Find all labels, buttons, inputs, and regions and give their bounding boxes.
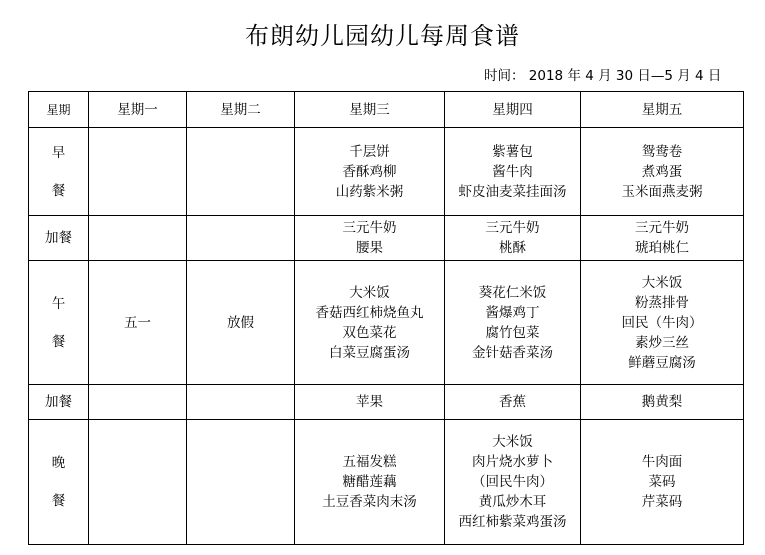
page-title: 布朗幼儿园幼儿每周食谱 [245, 22, 520, 50]
table-row-breakfast [29, 128, 744, 216]
menu-item: 苹果 [356, 394, 383, 410]
menu-item: 香蕉 [499, 394, 526, 410]
menu-item: 山药紫米粥 [335, 183, 404, 200]
cell-snack1-mon [89, 216, 187, 261]
cell-dinner-tue [187, 420, 295, 545]
cell-snack2-fri [581, 385, 744, 420]
menu-item: 西红柿紫菜鸡蛋汤 [458, 514, 567, 530]
header-corner: 星期 [29, 92, 89, 128]
menu-item: 鹅黄梨 [641, 394, 683, 410]
row-label-lunch [29, 261, 89, 385]
menu-item: 大米饭 [492, 434, 533, 450]
table-header-row [29, 92, 744, 128]
menu-item: 芹菜码 [641, 494, 683, 510]
menu-item: 金针菇香菜汤 [472, 344, 553, 361]
cell-lunch-thu [445, 261, 581, 385]
weekly-menu-table [28, 91, 744, 545]
holiday-note: 放假 [227, 314, 254, 331]
menu-item: 三元牛奶 [342, 220, 397, 236]
menu-item: 回民（牛肉） [621, 314, 703, 331]
menu-item: 葵花仁米饭 [478, 284, 547, 301]
cell-dinner-thu [445, 420, 581, 545]
cell-breakfast-tue [187, 128, 295, 216]
cell-snack2-thu [445, 385, 581, 420]
menu-item: 菜码 [648, 474, 676, 490]
cell-snack1-tue [187, 216, 295, 261]
menu-item: 桃酥 [499, 240, 526, 256]
cell-dinner-wed [295, 420, 445, 545]
cell-lunch-wed [295, 261, 445, 385]
menu-item: 香酥鸡柳 [342, 163, 397, 180]
table-row-snack-afternoon [29, 385, 744, 420]
header-day-thu: 星期四 [445, 92, 581, 128]
menu-item: 土豆香菜肉末汤 [322, 494, 417, 510]
menu-item: 虾皮油麦菜挂面汤 [458, 183, 567, 200]
menu-item: 酱牛肉 [492, 163, 533, 180]
cell-snack2-wed [295, 385, 445, 420]
menu-item: 腰果 [356, 240, 383, 256]
header-day-wed: 星期三 [295, 92, 445, 128]
menu-item: 腐竹包菜 [485, 324, 540, 341]
menu-item: 大米饭 [349, 284, 390, 301]
cell-dinner-fri [581, 420, 744, 545]
menu-item: 香菇西红柿烧鱼丸 [315, 304, 424, 321]
menu-item: 大米饭 [641, 274, 683, 291]
menu-item: 鸳鸯卷 [641, 143, 683, 160]
cell-lunch-tue [187, 261, 295, 385]
row-label-char: 午 [51, 295, 66, 312]
row-label-char: 餐 [51, 493, 66, 509]
row-label-char: 餐 [51, 182, 66, 199]
row-label-char: 早 [51, 144, 66, 161]
cell-breakfast-fri [581, 128, 744, 216]
menu-item: （回民牛肉） [472, 474, 553, 490]
menu-item: 双色菜花 [342, 324, 397, 341]
header-day-fri: 星期五 [581, 92, 744, 128]
cell-breakfast-wed [295, 128, 445, 216]
table-row-lunch [29, 261, 744, 385]
menu-item: 黄瓜炒木耳 [478, 494, 547, 510]
menu-item: 酱爆鸡丁 [485, 304, 540, 321]
menu-item: 煮鸡蛋 [641, 163, 683, 180]
menu-item: 白菜豆腐蛋汤 [329, 344, 410, 361]
menu-item: 玉米面燕麦粥 [621, 183, 703, 200]
row-label-char: 餐 [51, 333, 66, 350]
holiday-name: 五一 [124, 314, 151, 331]
header-day-tue: 星期二 [187, 92, 295, 128]
table-row-dinner [29, 420, 744, 545]
row-label-snack: 加餐 [29, 216, 89, 261]
cell-breakfast-thu [445, 128, 581, 216]
date-range: 时间： 2018 年 4 月 30 日—5 月 4 日 [484, 68, 722, 84]
menu-item: 三元牛奶 [635, 220, 689, 236]
cell-lunch-mon [89, 261, 187, 385]
menu-item: 牛肉面 [641, 454, 683, 470]
menu-item: 三元牛奶 [485, 220, 540, 236]
cell-snack2-mon [89, 385, 187, 420]
menu-item: 紫薯包 [492, 143, 533, 160]
cell-lunch-fri [581, 261, 744, 385]
menu-item: 琥珀桃仁 [635, 240, 689, 256]
row-label-snack: 加餐 [29, 385, 89, 420]
row-label-dinner [29, 420, 89, 545]
menu-item: 千层饼 [349, 143, 390, 160]
cell-snack2-tue [187, 385, 295, 420]
menu-item: 五福发糕 [342, 454, 397, 470]
row-label-char: 晚 [51, 455, 66, 471]
cell-snack1-fri [581, 216, 744, 261]
cell-snack1-thu [445, 216, 581, 261]
menu-item: 肉片烧水萝卜 [472, 454, 553, 470]
cell-snack1-wed [295, 216, 445, 261]
menu-item: 粉蒸排骨 [635, 294, 689, 311]
menu-item: 鲜蘑豆腐汤 [628, 354, 696, 371]
row-label-breakfast [29, 128, 89, 216]
header-day-mon: 星期一 [89, 92, 187, 128]
menu-item: 素炒三丝 [635, 334, 689, 351]
table-row-snack-morning [29, 216, 744, 261]
cell-breakfast-mon [89, 128, 187, 216]
menu-item: 糖醋莲藕 [342, 474, 397, 490]
cell-dinner-mon [89, 420, 187, 545]
